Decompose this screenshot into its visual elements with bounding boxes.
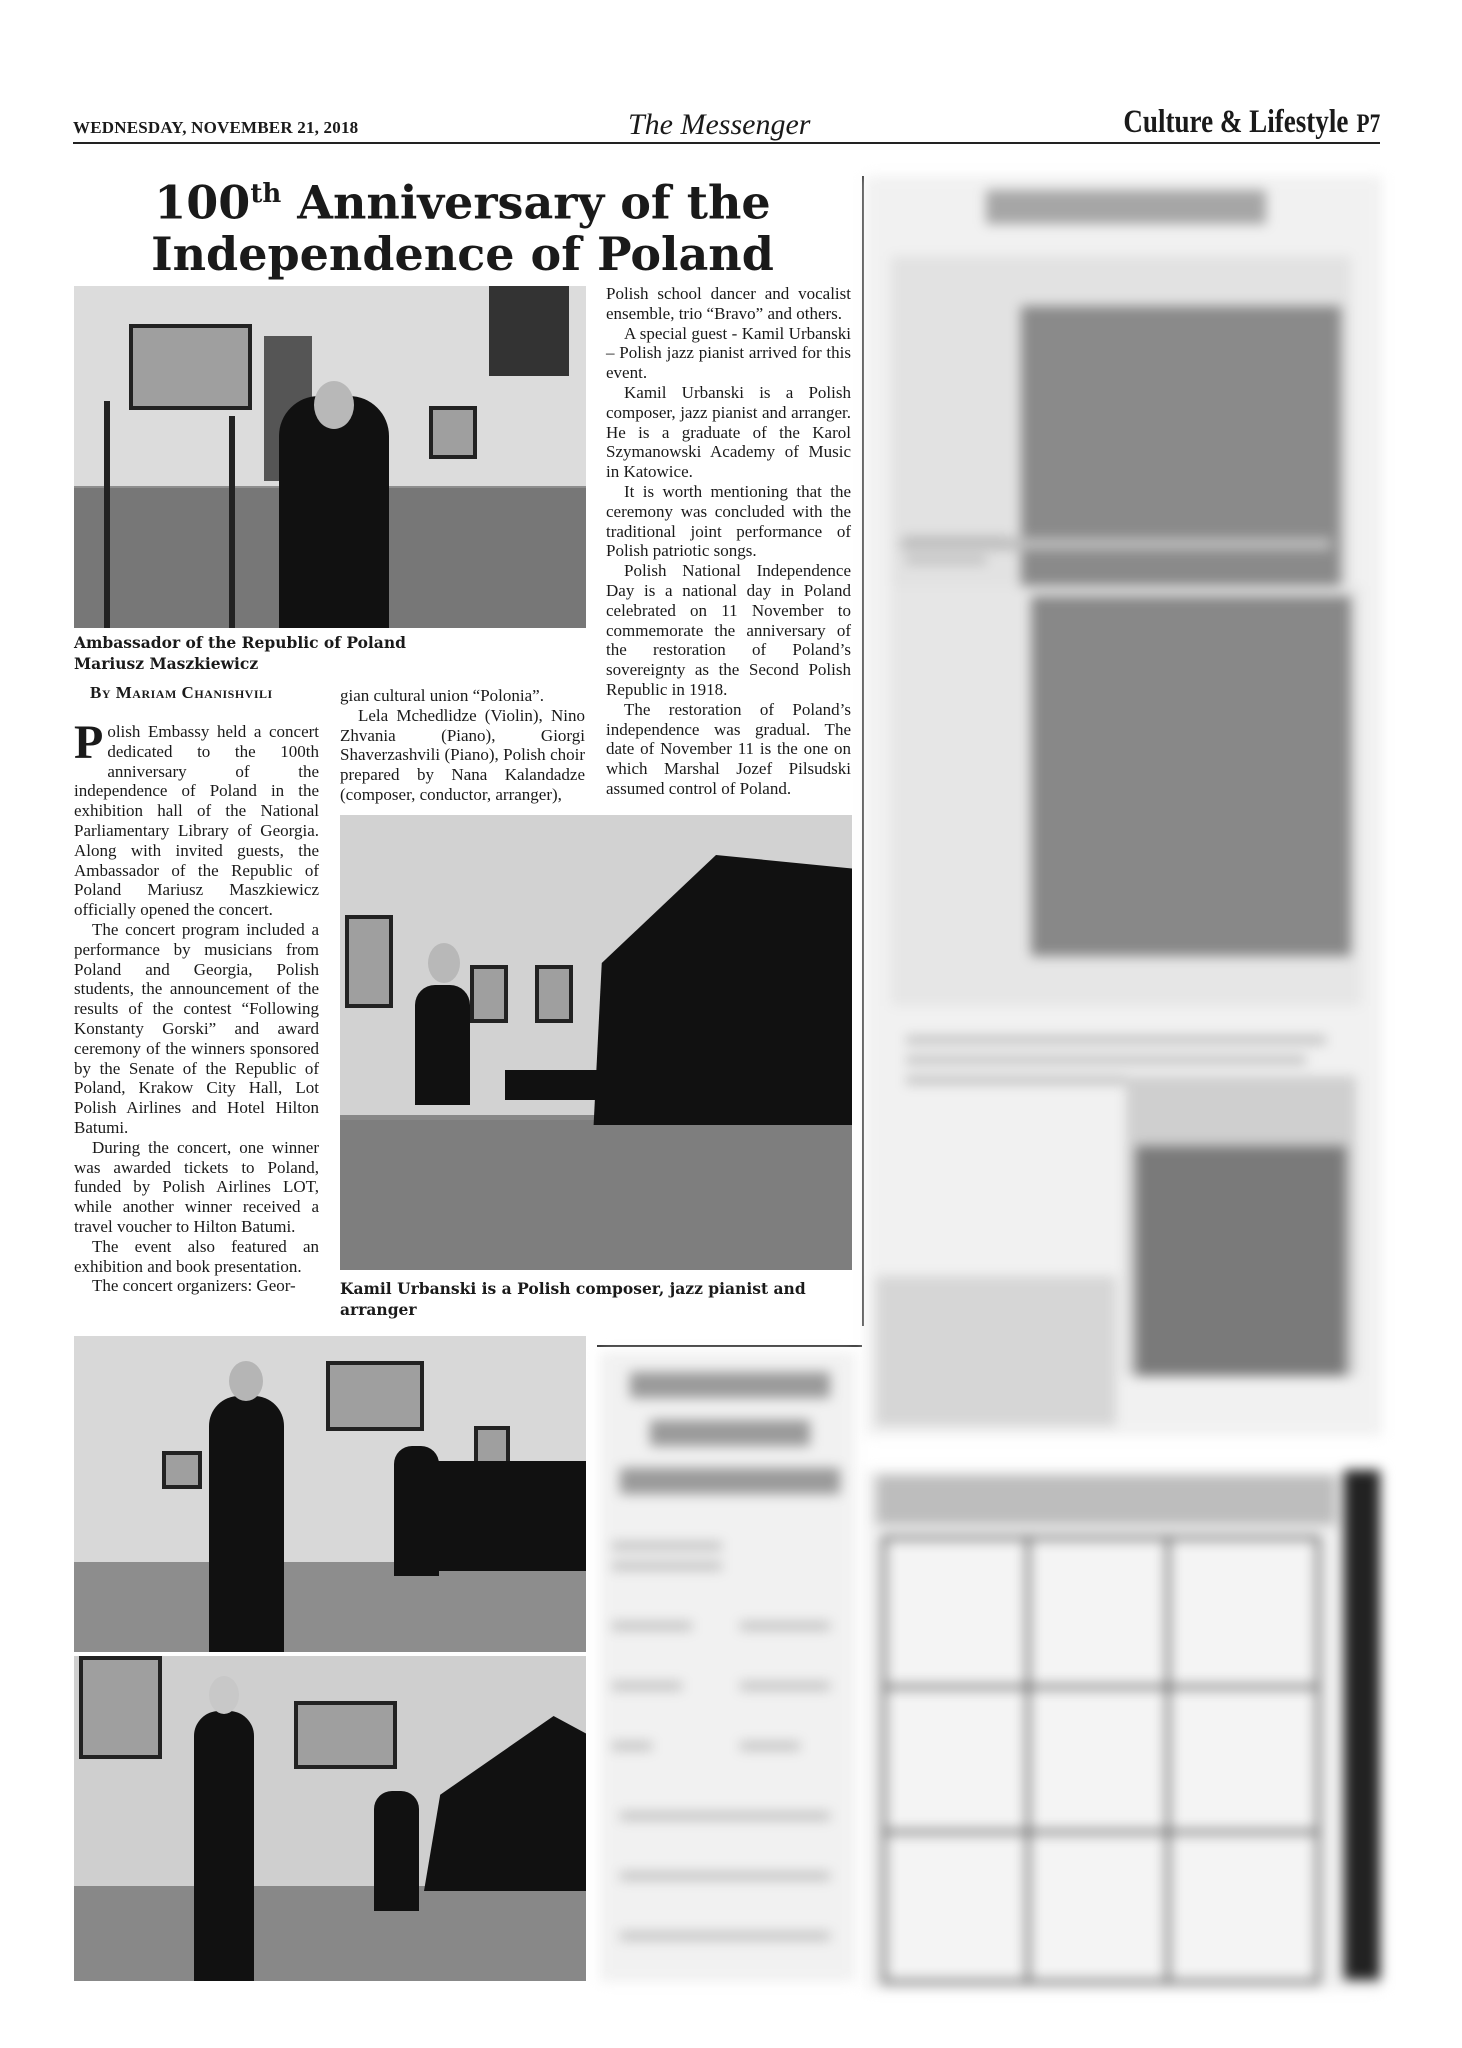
- box-top-border: [597, 1345, 862, 1347]
- article-column-2: [340, 686, 585, 805]
- paragraph-11: It is worth mentioning that the ceremony was concluded with the traditional joint performance of Polish patriotic songs.: [606, 481, 851, 561]
- paragraph-8: Polish school dancer and vocalist ensemble, trio “Bravo” and others.: [606, 284, 851, 323]
- paragraph-2: The concert program included a performance by musicians from Poland and Georgia, Polish students, the announcement of the results of the contest “Following Konstanty Gorski” and award ceremony of the winners sponsored by the Senate of the Republic of Poland, Krakow City Hall, Lot Polish Airlines and Hotel Hilton Batumi.: [74, 919, 319, 1137]
- article-column-1: [74, 716, 319, 1296]
- newspaper-name: The Messenger: [628, 108, 811, 141]
- issue-date: WEDNESDAY, NOVEMBER 21, 2018: [73, 118, 359, 137]
- drop-cap: P: [74, 716, 104, 769]
- photo-pianist: [340, 815, 852, 1270]
- headline-text: Anniversary of the: [281, 175, 771, 230]
- caption-ambassador: Ambassador of the Republic of Poland Mariusz Maszkiewicz: [74, 633, 406, 673]
- word-of-the-day-blurred: [600, 1352, 855, 1982]
- paragraph-12: Polish National Independence Day is a national day in Poland celebrated on 11 November to commemorate the anniversary of the restoration of Poland’s sovereignty as the Second Polish Republic in 1918.: [606, 561, 851, 699]
- headline-number: 100: [154, 175, 251, 230]
- paragraph-3: During the concert, one winner was awarded tickets to Poland, funded by Polish Airlines LOT, while another winner received a travel voucher to Hilton Batumi.: [74, 1137, 319, 1236]
- article-column-3: [606, 284, 851, 799]
- column-divider: [862, 176, 864, 1326]
- paragraph-13: The restoration of Poland’s independence was gradual. The date of November 11 is the one on which Marshal Jozef Pilsudski assumed control of Poland.: [606, 699, 851, 798]
- byline: By Mariam Chanishvili: [90, 683, 273, 702]
- paragraph-1: [74, 716, 319, 920]
- sudoku-blurred: [866, 1470, 1382, 1990]
- page-number: P7: [1356, 109, 1380, 138]
- paragraph-4: The event also featured an exhibition and book presentation.: [74, 1236, 319, 1276]
- article-headline: [75, 168, 850, 280]
- photo-singer: [74, 1336, 586, 1652]
- classifieds-blurred: [866, 176, 1382, 1436]
- section-header: [1123, 104, 1380, 141]
- paragraph-9: A special guest - Kamil Urbanski – Polish jazz pianist arrived for this event.: [606, 323, 851, 383]
- photo-ambassador: [74, 286, 586, 628]
- photo-violinist: [74, 1656, 586, 1981]
- masthead-rule: [73, 142, 1380, 144]
- paragraph-10: Kamil Urbanski is a Polish composer, jazz pianist and arranger. He is a graduate of the Karol Szymanowski Academy of Music in Katowice.: [606, 382, 851, 482]
- paragraph-6: gian cultural union “Polonia”.: [340, 686, 544, 705]
- paragraph-1-text: olish Embassy held a concert dedicated to the 100th anniversary of the independence of Poland in the exhibition hall of the National Parliamentary Library of Georgia. Along with invited guests, the Ambassador of the Republic of Poland Mariusz Maszkiewicz officially opened the concert.: [74, 722, 319, 920]
- section-name: Culture & Lifestyle: [1123, 104, 1349, 140]
- paragraph-7: Lela Mchedlidze (Violin), Nino Zhvania (Piano), Giorgi Shaverzashvili (Piano), Polish choir prepared by Nana Kalandadze (composer, conductor, arranger),: [340, 705, 585, 804]
- headline-line2: Independence of Poland: [151, 227, 774, 282]
- caption-pianist: Kamil Urbanski is a Polish composer, jazz pianist and arranger: [340, 1279, 806, 1319]
- paragraph-5: The concert organizers: Geor-: [92, 1276, 296, 1296]
- headline-ordinal: th: [250, 179, 282, 209]
